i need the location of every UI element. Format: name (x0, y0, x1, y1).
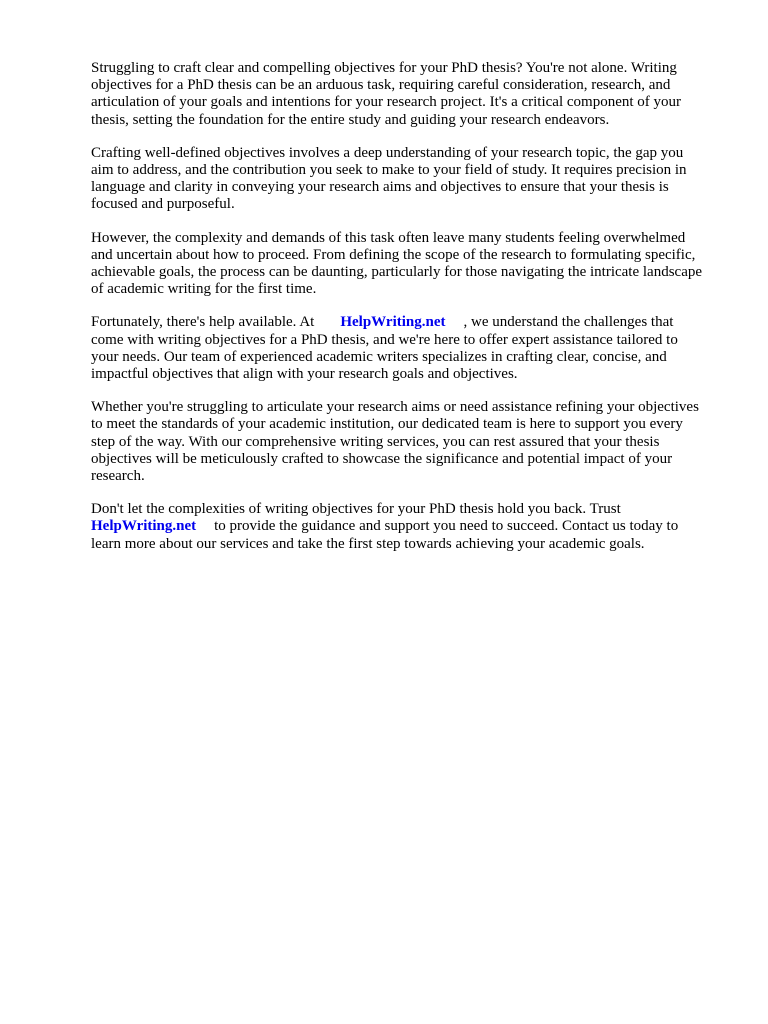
paragraph-cta-text-before: Don't let the complexities of writing objectives for your PhD thesis hold you back. Trust (91, 501, 621, 518)
paragraph-cta-text-after: to provide the guidance and support you need to succeed. Contact us today to learn more about our services and take the first step towards achieving your academic goals. (91, 518, 679, 552)
paragraph-help-text-after: , we understand the challenges that come with writing objectives for a PhD thesis, and we're here to offer expert assistance tailored to your needs. Our team of experienced academic writers specializes in crafting clear, concise, and impactful objectives that align with your research goals and objectives. (91, 314, 678, 383)
paragraph-support: Whether you're struggling to articulate your research aims or need assistance refining your objectives to meet the standards of your academic institution, our dedicated team is here to support you every step of the way. With our comprehensive writing services, you can rest assured that your thesis objectives will be meticulously crafted to showcase the significance and potential impact of your research. (91, 399, 699, 485)
paragraph-crafting-objectives: Crafting well-defined objectives involves a deep understanding of your research topic, the gap you aim to address, and the contribution you seek to make to your field of study. It requires precision in language and clarity in conveying your research aims and objectives to ensure that your thesis is focused and purposeful. (91, 144, 687, 213)
paragraph-complexity: However, the complexity and demands of this task often leave many students feeling overwhelmed and uncertain about how to proceed. From defining the scope of the research to formulating specific, achievable goals, the process can be daunting, particularly for those navigating the intricate landscape of academic writing for the first time. (91, 229, 703, 298)
document-body (91, 60, 709, 569)
paragraph-help-available (91, 314, 709, 383)
helpwriting-link-cta[interactable]: HelpWriting.net (91, 518, 197, 535)
paragraph-intro: Struggling to craft clear and compelling objectives for your PhD thesis? You're not alone. Writing objectives for a PhD thesis can be an arduous task, requiring careful consideration, research, and articulation of your goals and intentions for your research project. It's a critical component of your thesis, setting the foundation for the entire study and guiding your research endeavors. (91, 60, 682, 128)
paragraph-call-to-action (91, 501, 709, 553)
helpwriting-link[interactable]: HelpWriting.net (340, 314, 446, 331)
paragraph-help-text-before: Fortunately, there's help available. At (91, 314, 315, 331)
